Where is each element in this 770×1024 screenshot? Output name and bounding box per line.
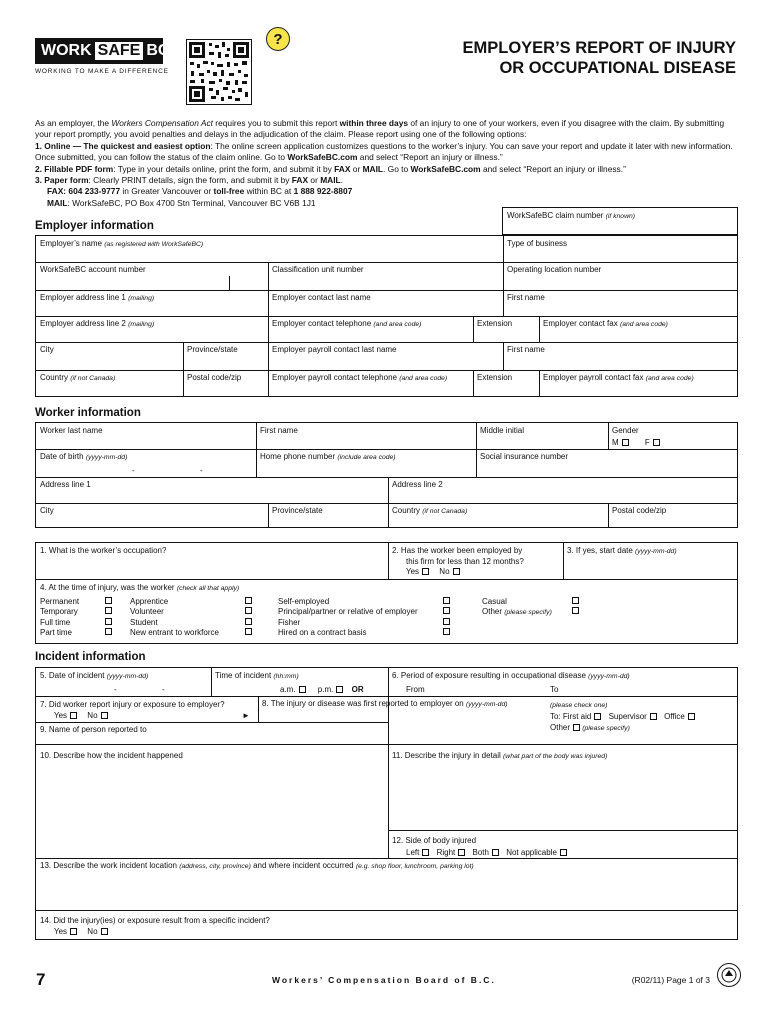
- part-time-checkbox[interactable]: [105, 628, 112, 635]
- q4-col4: Casual Other (please specify): [478, 594, 583, 622]
- employer-city-field[interactable]: City: [40, 345, 54, 354]
- q7-yes-checkbox[interactable]: [70, 712, 77, 719]
- q4-col3: Self-employed Principal/partner or relative of employer Fisher Hired on a contract basis: [274, 594, 454, 641]
- fisher-checkbox[interactable]: [443, 618, 450, 625]
- employer-address2-field[interactable]: Employer address line 2 (mailing): [40, 319, 155, 328]
- gender-f-checkbox[interactable]: [653, 439, 660, 446]
- logo-tagline: WORKING TO MAKE A DIFFERENCE: [35, 68, 169, 75]
- q6-exposure-period: 6. Period of exposure resulting in occupational disease (yyyy-mm-dd): [392, 671, 630, 680]
- am-pm-options: a.m. p.m. OR: [280, 685, 364, 694]
- title-line-2: OR OCCUPATIONAL DISEASE: [499, 59, 736, 77]
- full-time-checkbox[interactable]: [105, 618, 112, 625]
- payroll-fax-field[interactable]: Employer payroll contact fax (and area code): [543, 373, 694, 382]
- employer-postal-field[interactable]: Postal code/zip: [187, 373, 242, 382]
- business-type-field[interactable]: Type of business: [507, 239, 568, 248]
- footer-revision: (R02/11) Page 1 of 3: [631, 975, 710, 985]
- q3-start-date-field[interactable]: 3. If yes, start date (yyyy-mm-dd): [567, 546, 677, 555]
- claim-number-field[interactable]: WorkSafeBC claim number (if known): [502, 207, 738, 235]
- worker-province-field[interactable]: Province/state: [272, 506, 323, 515]
- seal-icon: [717, 963, 741, 987]
- help-icon[interactable]: ?: [266, 27, 290, 51]
- q2-no-checkbox[interactable]: [453, 568, 460, 575]
- payroll-extension-field[interactable]: Extension: [477, 373, 513, 382]
- employment-questions-table: [35, 542, 738, 644]
- q9-person-reported-field[interactable]: 9. Name of person reported to: [40, 725, 147, 734]
- other-reported-checkbox[interactable]: [573, 724, 580, 731]
- op-location-field[interactable]: Operating location number: [507, 265, 602, 274]
- mail-line: MAIL: WorkSafeBC, PO Box 4700 Stn Terminal, Vancouver BC V6B 1J1: [47, 197, 316, 208]
- arrow-right-icon: ►: [242, 711, 250, 720]
- temporary-checkbox[interactable]: [105, 607, 112, 614]
- intro-text: [35, 118, 735, 209]
- exposure-from-field[interactable]: From: [406, 685, 425, 694]
- title-line-1: EMPLOYER’S REPORT OF INJURY: [462, 39, 736, 57]
- home-phone-field[interactable]: Home phone number (include area code): [260, 452, 396, 461]
- worker-table: [35, 422, 738, 528]
- permanent-checkbox[interactable]: [105, 597, 112, 604]
- dob-dash-2: -: [200, 466, 203, 475]
- contact-extension-field[interactable]: Extension: [477, 319, 513, 328]
- payroll-first-name-field[interactable]: First name: [507, 345, 545, 354]
- contact-first-name-field[interactable]: First name: [507, 293, 545, 302]
- q14-no-checkbox[interactable]: [101, 928, 108, 935]
- worker-section-title: Worker information: [35, 407, 141, 419]
- q10-how-happened-field[interactable]: 10. Describe how the incident happened: [40, 751, 183, 760]
- intro-paragraph: As an employer, the Workers Compensation Act requires you to submit this report within three days of an injury to one of your workers, even if you disagree with the claim. By submitting your report promptly, you avoid penalties and delays in the adjudication of the claim. Please report using one of the following options:: [35, 118, 725, 140]
- q1-occupation-field[interactable]: 1. What is the worker’s occupation?: [40, 546, 167, 555]
- contact-phone-field[interactable]: Employer contact telephone (and area code): [272, 319, 422, 328]
- q7-no-checkbox[interactable]: [101, 712, 108, 719]
- page-number-large: 7: [36, 970, 46, 989]
- account-number-field[interactable]: WorkSafeBC account number: [40, 265, 146, 274]
- incident-table: [35, 667, 738, 940]
- qr-code-icon: [186, 39, 252, 105]
- supervisor-checkbox[interactable]: [650, 713, 657, 720]
- worker-last-name-field[interactable]: Worker last name: [40, 426, 103, 435]
- contact-fax-field[interactable]: Employer contact fax (and area code): [543, 319, 668, 328]
- first-aid-checkbox[interactable]: [594, 713, 601, 720]
- option-online: 1. Online — The quickest and easiest option: The online screen application customizes questions to the worker’s injury. You can save your report and update it later with new information. Once submitted, you can follow the status of the claim online. Go to WorkSafeBC.com and select “Report an injury or illness.”: [35, 140, 733, 163]
- logo-bc: BC: [146, 42, 170, 59]
- gender-m-checkbox[interactable]: [622, 439, 629, 446]
- option-paper: 3. Paper form: Clearly PRINT details, sign the form, and submit it by FAX or MAIL.: [35, 175, 343, 186]
- dob-dash-1: -: [132, 466, 135, 475]
- worker-postal-field[interactable]: Postal code/zip: [612, 506, 667, 515]
- payroll-last-name-field[interactable]: Employer payroll contact last name: [272, 345, 397, 354]
- employer-table: [35, 235, 738, 397]
- q12-side-of-body: 12. Side of body injured Left Right Both Not applicable: [388, 832, 571, 861]
- office-checkbox[interactable]: [688, 713, 695, 720]
- payroll-phone-field[interactable]: Employer payroll contact telephone (and area code): [272, 373, 448, 382]
- q5-date-field[interactable]: 5. Date of incident (yyyy-mm-dd): [40, 671, 149, 680]
- other-employment-checkbox[interactable]: [572, 607, 579, 614]
- q4-label: 4. At the time of injury, was the worker (check all that apply): [40, 583, 240, 592]
- am-checkbox[interactable]: [299, 686, 306, 693]
- left-side-checkbox[interactable]: [422, 849, 429, 856]
- employer-address1-field[interactable]: Employer address line 1 (mailing): [40, 293, 155, 302]
- worker-middle-field[interactable]: Middle initial: [480, 426, 525, 435]
- both-sides-checkbox[interactable]: [492, 849, 499, 856]
- fax-line: FAX: 604 233-9777 in Greater Vancouver or toll-free within BC at 1 888 922-8807: [47, 186, 353, 197]
- pm-checkbox[interactable]: [336, 686, 343, 693]
- casual-checkbox[interactable]: [572, 597, 579, 604]
- q4-col1: Permanent Temporary Full time Part time: [36, 594, 116, 641]
- contract-checkbox[interactable]: [443, 628, 450, 635]
- worker-address1-field[interactable]: Address line 1: [40, 480, 91, 489]
- employer-section-title: Employer information: [35, 220, 154, 232]
- sin-field[interactable]: Social insurance number: [480, 452, 569, 461]
- gender-options: M F: [608, 435, 664, 450]
- logo-safe: SAFE: [95, 42, 144, 60]
- q11-injury-detail-field[interactable]: 11. Describe the injury in detail (what part of the body was injured): [392, 751, 608, 760]
- new-entrant-checkbox[interactable]: [245, 628, 252, 635]
- q14-yes-checkbox[interactable]: [70, 928, 77, 935]
- reported-to-options: (please check one) To: First aid Supervisor Office Other (please specify): [546, 696, 699, 737]
- gender-label: Gender: [612, 426, 639, 435]
- employer-name-field[interactable]: Employer’s name (as registered with WorkSafeBC): [40, 239, 204, 248]
- worker-address2-field[interactable]: Address line 2: [392, 480, 443, 489]
- form-title: [462, 38, 736, 78]
- footer-board-name: Workers’ Compensation Board of B.C.: [272, 975, 496, 985]
- apprentice-checkbox[interactable]: [245, 597, 252, 604]
- q13-location-field[interactable]: 13. Describe the work incident location (address, city, province) and where incident occurred (e.g. shop floor, lunchroom, parking lot): [40, 861, 474, 870]
- q2-employed-question: 2. Has the worker been employed by this firm for less than 12 months? Yes No: [392, 546, 524, 576]
- logo-work: WORK: [41, 42, 92, 59]
- worker-first-name-field[interactable]: First name: [260, 426, 298, 435]
- q5-dash-1: -: [114, 685, 117, 694]
- worker-country-field[interactable]: Country (if not Canada): [392, 506, 468, 515]
- q8-first-reported-field[interactable]: 8. The injury or disease was first reported to employer on (yyyy-mm-dd): [262, 699, 508, 708]
- right-side-checkbox[interactable]: [458, 849, 465, 856]
- time-of-incident-field[interactable]: Time of incident (hh:mm): [215, 671, 299, 680]
- volunteer-checkbox[interactable]: [245, 607, 252, 614]
- q4-col2: Apprentice Volunteer Student New entrant to workforce: [126, 594, 256, 641]
- worker-city-field[interactable]: City: [40, 506, 54, 515]
- q2-yes-checkbox[interactable]: [422, 568, 429, 575]
- dob-field[interactable]: Date of birth (yyyy-mm-dd): [40, 452, 128, 461]
- q5-dash-2: -: [162, 685, 165, 694]
- employer-country-field[interactable]: Country (if not Canada): [40, 373, 116, 382]
- employer-province-field[interactable]: Province/state: [187, 345, 238, 354]
- option-fillable: 2. Fillable PDF form: Type in your details online, print the form, and submit it by FAX or MAIL. Go to WorkSafeBC.com and select “Report an injury or illness.”: [35, 163, 626, 174]
- self-employed-checkbox[interactable]: [443, 597, 450, 604]
- classification-field[interactable]: Classification unit number: [272, 265, 364, 274]
- incident-section-title: Incident information: [35, 651, 146, 663]
- q14-specific-incident: 14. Did the injury(ies) or exposure result from a specific incident? Yes No: [40, 916, 270, 936]
- principal-checkbox[interactable]: [443, 607, 450, 614]
- contact-last-name-field[interactable]: Employer contact last name: [272, 293, 371, 302]
- exposure-to-field[interactable]: To: [550, 685, 559, 694]
- student-checkbox[interactable]: [245, 618, 252, 625]
- not-applicable-checkbox[interactable]: [560, 849, 567, 856]
- worksafebc-logo: [35, 38, 170, 64]
- q7-reported-question: 7. Did worker report injury or exposure to employer? Yes No: [40, 700, 225, 720]
